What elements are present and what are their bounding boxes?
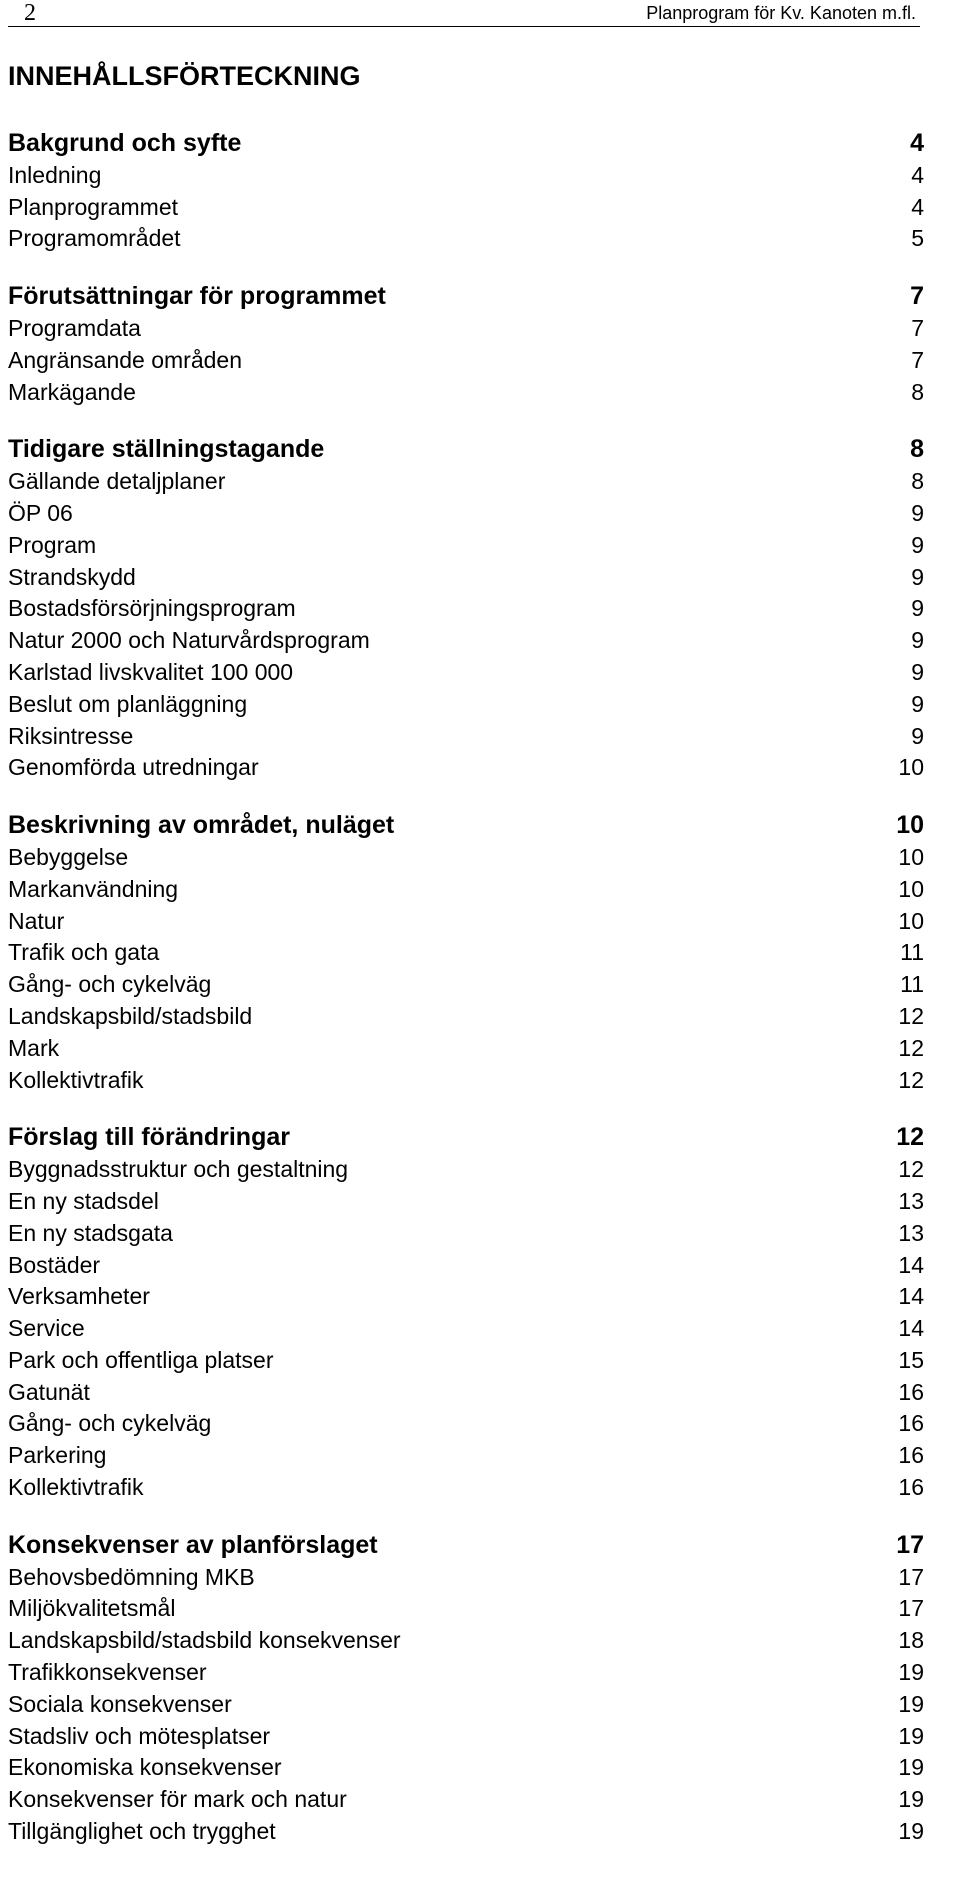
toc-page-number: 4 [910,129,924,157]
toc-section-title: Förslag till förändringar [8,1123,290,1152]
toc-section-title: Konsekvenser av planförslaget [8,1530,378,1559]
toc-section-heading[interactable] [8,281,924,313]
toc-entry-title: Verksamheter [8,1283,150,1310]
toc-page-number: 19 [898,1722,924,1749]
toc-section-title: Tidigare ställningstagande [8,435,325,464]
toc-entry-title: Karlstad livskvalitet 100 000 [8,658,294,685]
toc-page-number: 9 [911,595,924,622]
toc-entry-title: Riksintresse [8,722,134,749]
toc-page-number: 9 [911,722,924,749]
toc-entry-title: Trafikkonsekvenser [8,1659,207,1686]
toc-page-number: 9 [911,690,924,717]
toc-entry-title: Landskapsbild/stadsbild konsekvenser [8,1627,401,1654]
toc-page-number: 10 [898,843,924,870]
toc-page-number: 12 [898,1066,924,1093]
toc-page-number: 5 [911,225,924,252]
toc-entry[interactable] [8,1033,924,1065]
toc-entry[interactable] [8,1001,924,1033]
toc-entry-title: Bebyggelse [8,843,129,870]
running-title: Planprogram för Kv. Kanoten m.fl. [646,3,916,23]
toc-page-number: 16 [898,1442,924,1469]
toc-entry-title: Markanvändning [8,875,179,902]
toc-page-number: 19 [898,1786,924,1813]
toc-entry[interactable] [8,530,924,562]
toc-entry[interactable] [8,752,924,784]
table-of-contents [8,128,924,1874]
toc-entry[interactable] [8,1784,924,1816]
toc-entry-title: Natur 2000 och Naturvårdsprogram [8,627,370,654]
toc-page-number: 19 [898,1754,924,1781]
toc-entry[interactable] [8,657,924,689]
toc-entry[interactable] [8,1313,924,1345]
toc-page-number: 7 [911,314,924,341]
toc-entry-title: Miljökvalitetsmål [8,1595,176,1622]
toc-section [8,128,924,255]
toc-entry[interactable] [8,1440,924,1472]
toc-page-number: 16 [898,1474,924,1501]
toc-page-number: 14 [898,1251,924,1278]
toc-page-number: 9 [911,499,924,526]
toc-entry-title: Programområdet [8,225,181,252]
page-number: 2 [24,0,36,26]
toc-title: INNEHÅLLSFÖRTECKNING [8,61,361,91]
toc-entry-title: Strandskydd [8,563,136,590]
toc-page-number: 4 [911,161,924,188]
toc-entry-title: Konsekvenser för mark och natur [8,1786,347,1813]
toc-entry-title: Beslut om planläggning [8,690,248,717]
toc-entry-title: Bostadsförsörjningsprogram [8,595,296,622]
toc-entry[interactable] [8,1154,924,1186]
toc-entry-title: Gång- och cykelväg [8,1410,212,1437]
toc-page-number: 12 [898,1002,924,1029]
toc-entry-title: Bostäder [8,1251,101,1278]
toc-page-number: 10 [898,754,924,781]
toc-page-number: 11 [900,971,924,998]
toc-page-number: 7 [911,346,924,373]
toc-entry-title: Landskapsbild/stadsbild [8,1002,253,1029]
toc-entry[interactable] [8,345,924,377]
toc-entry-title: Mark [8,1034,60,1061]
toc-entry[interactable] [8,1689,924,1721]
toc-page-number: 17 [896,1530,924,1559]
toc-entry[interactable] [8,969,924,1001]
toc-page-number: 14 [898,1315,924,1342]
toc-entry[interactable] [8,1472,924,1504]
toc-entry-title: Angränsande områden [8,346,242,373]
toc-entry[interactable] [8,1625,924,1657]
toc-page-number: 4 [911,193,924,220]
toc-entry-title: Parkering [8,1442,107,1469]
toc-entry-title: ÖP 06 [8,499,73,526]
toc-page-number: 18 [898,1627,924,1654]
toc-section-title: Bakgrund och syfte [8,129,242,157]
toc-entry[interactable] [8,625,924,657]
toc-entry-title: En ny stadsdel [8,1187,159,1214]
toc-entry[interactable] [8,593,924,625]
toc-entry[interactable] [8,223,924,255]
toc-entry-title: Markägande [8,378,136,405]
toc-page-number: 12 [898,1156,924,1183]
toc-section-heading[interactable] [8,434,924,466]
toc-entry[interactable] [8,498,924,530]
toc-entry[interactable] [8,689,924,721]
toc-entry-title: Trafik och gata [8,939,160,966]
toc-entry-title: Behovsbedömning MKB [8,1563,255,1590]
toc-entry[interactable] [8,1065,924,1097]
toc-entry[interactable] [8,1377,924,1409]
toc-page-number: 9 [911,531,924,558]
toc-entry[interactable] [8,160,924,192]
toc-section-title: Förutsättningar för programmet [8,282,386,311]
toc-page-number: 17 [898,1563,924,1590]
toc-section-heading[interactable] [8,1530,924,1562]
toc-entry[interactable] [8,1186,924,1218]
toc-section [8,810,924,1096]
toc-section-title: Beskrivning av området, nuläget [8,811,395,840]
toc-page-number: 8 [911,468,924,495]
toc-entry[interactable] [8,1250,924,1282]
toc-entry-title: Kollektivtrafik [8,1066,144,1093]
toc-page-number: 10 [896,811,924,840]
toc-entry[interactable] [8,192,924,224]
toc-entry-title: Stadsliv och mötesplatser [8,1722,271,1749]
toc-page-number: 19 [898,1659,924,1686]
toc-entry[interactable] [8,1593,924,1625]
toc-page-number: 13 [898,1187,924,1214]
toc-page-number: 11 [900,939,924,966]
toc-page-number: 10 [898,907,924,934]
toc-entry[interactable] [8,466,924,498]
toc-page-number: 17 [898,1595,924,1622]
toc-page-number: 8 [911,378,924,405]
toc-page-number: 16 [898,1410,924,1437]
toc-page-number: 8 [910,435,924,464]
toc-entry[interactable] [8,906,924,938]
toc-entry[interactable] [8,1816,924,1848]
toc-page-number: 9 [911,627,924,654]
toc-entry-title: Gång- och cykelväg [8,971,212,998]
toc-page-number: 19 [898,1690,924,1717]
toc-entry-title: Programdata [8,314,141,341]
toc-entry[interactable] [8,1562,924,1594]
toc-entry-title: Ekonomiska konsekvenser [8,1754,282,1781]
toc-page-number: 9 [911,658,924,685]
toc-entry[interactable] [8,1218,924,1250]
toc-section-heading[interactable] [8,1122,924,1154]
toc-entry-title: Gatunät [8,1378,90,1405]
toc-entry-title: Byggnadsstruktur och gestaltning [8,1156,349,1183]
toc-page-number: 9 [911,563,924,590]
toc-page-number: 15 [898,1346,924,1373]
toc-entry[interactable] [8,937,924,969]
toc-entry-title: Tillgänglighet och trygghet [8,1818,276,1845]
toc-entry[interactable] [8,313,924,345]
toc-entry[interactable] [8,1281,924,1313]
toc-page-number: 19 [898,1818,924,1845]
toc-entry-title: Genomförda utredningar [8,754,259,781]
toc-section [8,281,924,408]
toc-entry[interactable] [8,1657,924,1689]
toc-entry-title: Natur [8,907,65,934]
toc-page-number: 13 [898,1219,924,1246]
toc-entry-title: En ny stadsgata [8,1219,173,1246]
toc-entry[interactable] [8,1408,924,1440]
toc-entry-title: Planprogrammet [8,193,179,220]
toc-page-number: 12 [896,1123,924,1152]
toc-section [8,434,924,784]
toc-entry[interactable] [8,1721,924,1753]
toc-entry[interactable] [8,842,924,874]
toc-section [8,1122,924,1504]
toc-entry[interactable] [8,562,924,594]
toc-section-heading[interactable] [8,128,924,160]
toc-entry[interactable] [8,721,924,753]
toc-page-number: 12 [898,1034,924,1061]
toc-entry-title: Park och offentliga platser [8,1346,274,1373]
toc-entry-title: Gällande detaljplaner [8,468,226,495]
toc-entry[interactable] [8,1345,924,1377]
toc-entry[interactable] [8,1752,924,1784]
toc-section [8,1530,924,1848]
toc-entry-title: Service [8,1315,85,1342]
toc-page-number: 14 [898,1283,924,1310]
toc-entry-title: Kollektivtrafik [8,1474,144,1501]
toc-entry[interactable] [8,874,924,906]
toc-page-number: 10 [898,875,924,902]
toc-section-heading[interactable] [8,810,924,842]
toc-page-number: 7 [910,282,924,311]
page-header [8,0,920,27]
toc-entry-title: Program [8,531,97,558]
toc-entry-title: Inledning [8,161,102,188]
toc-entry-title: Sociala konsekvenser [8,1690,232,1717]
toc-entry[interactable] [8,377,924,409]
toc-page-number: 16 [898,1378,924,1405]
